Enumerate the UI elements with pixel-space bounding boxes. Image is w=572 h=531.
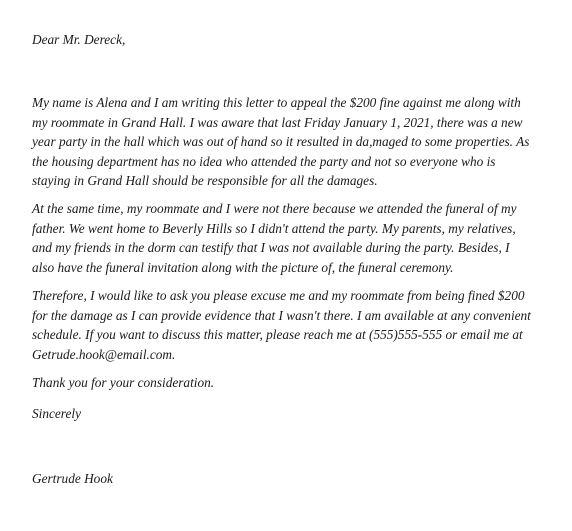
paragraph-line: the housing department has no idea who attended the party and not so everyone who is [32,153,496,169]
paragraph-line: for the damage as I can provide evidence that I wasn't there. I am available at any convenient [32,307,531,323]
closing-line: Sincerely [32,406,81,421]
paragraph-line: and my friends in the dorm can testify that I was not available during the party. Besides, I [32,240,510,255]
salutation: Dear Mr. Dereck, [32,32,126,47]
paragraph-line: Therefore, I would like to ask you please excuse me and my roommate from being fined $200 [32,288,525,303]
paragraph-explanation [32,199,558,277]
paragraph-line: father. We went home to Beverly Hills so I didn't attend the party. My parents, my relatives, [32,220,516,236]
thanks-line: Thank you for your consideration. [32,375,215,390]
paragraph-request [32,286,558,364]
paragraph-line: My name is Alena and I am writing this letter to appeal the $200 fine against me along with [32,95,521,110]
paragraph-line: Getrude.hook@email.com. [32,346,176,362]
paragraph-appeal [32,93,558,191]
paragraph-line: staying in Grand Hall should be responsible for all the damages. [32,173,378,188]
signature-name: Gertrude Hook [32,471,113,486]
paragraph-line: also have the funeral invitation along with the picture of, the funeral ceremony. [32,259,454,275]
paragraph-line: schedule. If you want to discuss this matter, please reach me at (555)555-555 or email me at [32,327,523,342]
paragraph-line: year party in the hall which was out of hand so it resulted in da,maged to some properties. As [32,134,530,149]
paragraph-line: At the same time, my roommate and I were not there because we attended the funeral of my [32,201,517,216]
paragraph-line: my roommate in Grand Hall. I was aware that last Friday January 1, 2021, there was a new [32,114,523,130]
